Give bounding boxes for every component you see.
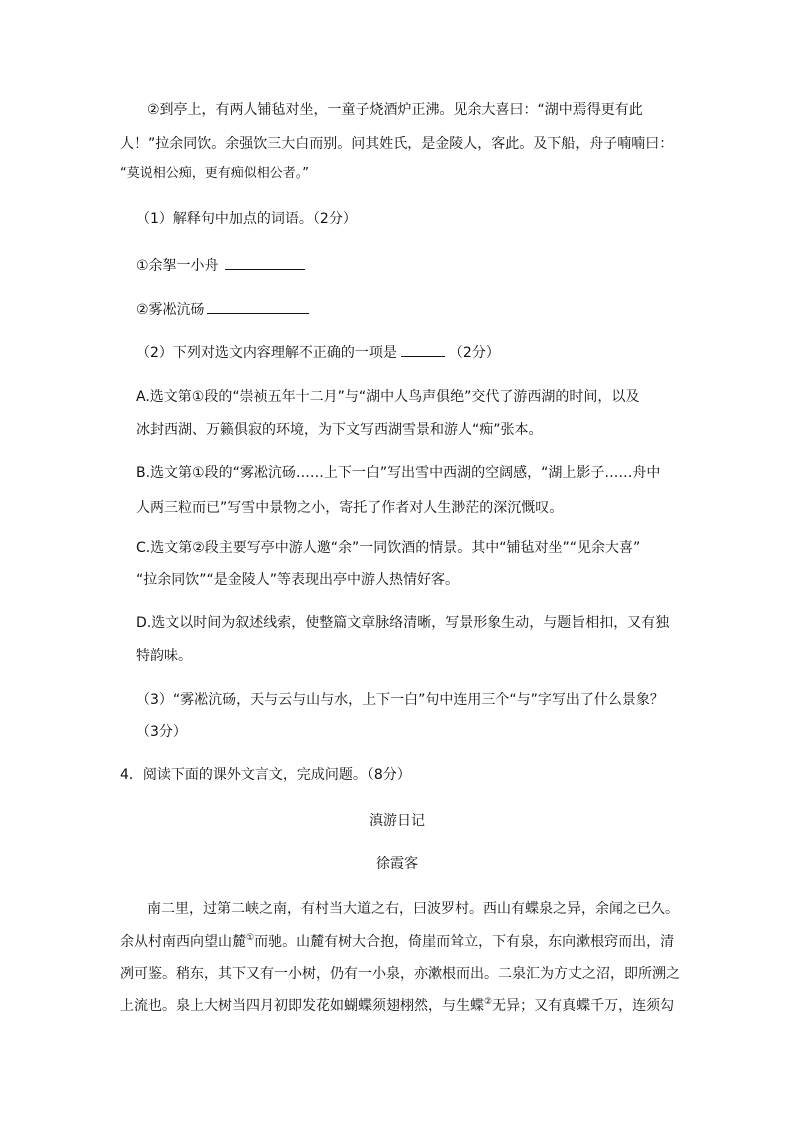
question-3-line-1: （3）“雾凇沆砀，天与云与山与水，上下一白”句中连用三个“与”字写出了什么景象？	[136, 692, 664, 708]
question-1-item-a-text: ①余挐一小舟	[136, 258, 219, 274]
question-2-stem-before: （2）下列对选文内容理解不正确的一项是	[136, 345, 397, 361]
passage-2-line-3: “莫说相公痴，更有痴似相公者。”	[120, 166, 309, 181]
passage-author: 徐霞客	[376, 856, 418, 872]
passage-2-line-2: 人！”拉余同饮。余强饮三大白而别。问其姓氏，是金陵人，客此。及下船，舟子喃喃曰：	[120, 136, 674, 152]
footnote-marker-2: ②	[484, 997, 493, 1007]
footnote-marker-1: ①	[246, 933, 255, 943]
question-1-item-b-text: ②雾凇沆砀	[136, 302, 205, 318]
passage-title: 滇游日记	[369, 813, 425, 829]
passage-text-line-2-part-a: 余从村南西向望山麓	[120, 934, 246, 950]
option-b-line-1: B.选文第①段的“雾凇沆砀……上下一白”写出雪中西湖的空阔感，“湖上影子……舟中	[136, 465, 661, 481]
question-2-stem-after: （2分）	[448, 345, 500, 361]
option-a-line-2: 冰封西湖、万籁俱寂的环境，为下文写西湖雪景和游人“痴”张本。	[136, 422, 543, 438]
passage-text-line-3: 冽可鉴。稍东，其下又有一小树，仍有一小泉，亦漱根而出。二泉汇为方丈之沼，即所溯之	[120, 966, 680, 982]
option-c-line-2: “拉余同饮”“是金陵人”等表现出亭中游人热情好客。	[136, 572, 460, 588]
passage-text-line-1: 南二里，过第二峡之南，有村当大道之右，曰波罗村。西山有蝶泉之异，余闻之已久。	[147, 901, 679, 917]
question-3-line-2: （3分）	[136, 724, 187, 740]
question-1-item-b	[136, 299, 309, 320]
passage-text-line-4-part-b: 无异；又有真蝶千万，连须勾	[492, 998, 675, 1014]
question-4-stem: 4．阅读下面的课外文言文，完成问题。（8分）	[120, 767, 411, 783]
option-a-line-1: A.选文第①段的“崇祯五年十二月”与“湖中人鸟声俱绝”交代了游西湖的时间，以及	[136, 389, 640, 405]
question-2-stem	[136, 342, 500, 363]
option-d-line-1: D.选文以时间为叙述线索，使整篇文章脉络清晰，写景形象生动，与题旨相扣，又有独	[136, 615, 670, 631]
option-c-line-1: C.选文第②段主要写亭中游人邀“余”一同饮酒的情景。其中“铺毡对坐”“见余大喜”	[136, 540, 641, 556]
passage-text-line-4-part-a: 上流也。泉上大树当四月初即发花如蝴蝶须翅栩然，与生蝶	[120, 998, 484, 1014]
question-1-item-a	[136, 255, 305, 276]
passage-text-line-2	[120, 932, 674, 952]
passage-2-line-1: ②到亭上，有两人铺毡对坐，一童子烧酒炉正沸。见余大喜曰：“湖中焉得更有此	[147, 102, 643, 118]
option-d-line-2: 特韵味。	[136, 648, 192, 664]
option-b-line-2: 人两三粒而已”写雪中景物之小，寄托了作者对人生渺茫的深沉慨叹。	[136, 500, 564, 516]
passage-text-line-2-part-b: 而驰。山麓有树大合抱，倚崖而耸立，下有泉，东向漱根窍而出，清	[254, 934, 675, 950]
answer-blank-1[interactable]	[225, 255, 305, 270]
question-1-stem: （1）解释句中加点的词语。（2分）	[136, 211, 357, 227]
passage-text-line-4	[120, 996, 674, 1016]
answer-blank-2[interactable]	[207, 299, 309, 314]
answer-blank-3[interactable]	[401, 342, 445, 357]
